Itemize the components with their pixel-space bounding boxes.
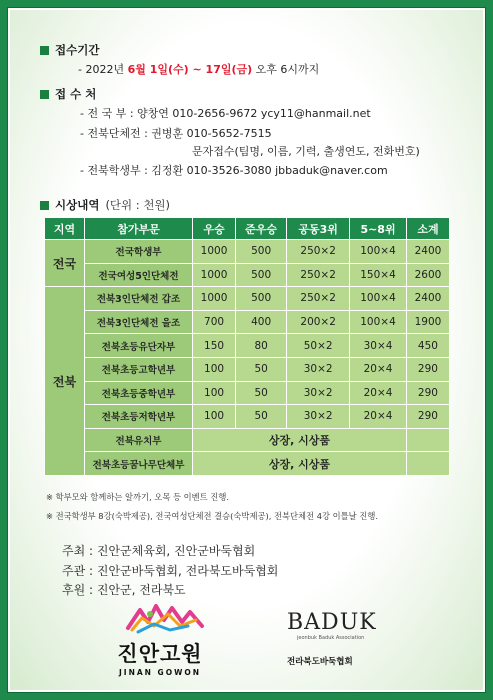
value-cell: 30×4 — [350, 334, 407, 358]
value-cell: 1000 — [193, 287, 236, 311]
value-cell: 250×2 — [287, 263, 350, 287]
category-cell: 전북3인단체전 갑조 — [85, 287, 193, 311]
value-cell: 20×4 — [350, 381, 407, 405]
value-cell: 100 — [193, 381, 236, 405]
value-cell: 290 — [406, 357, 449, 381]
jinan-logo-text: 진안고원 — [117, 642, 203, 666]
jinan-mountain-icon — [110, 600, 230, 634]
category-cell: 전국학생부 — [85, 240, 193, 264]
header-runner-up: 준우승 — [236, 218, 287, 240]
header-winner: 우승 — [193, 218, 236, 240]
category-cell: 전북초등저학년부 — [85, 405, 193, 429]
table-row — [45, 405, 450, 429]
value-cell: 2600 — [406, 263, 449, 287]
note-schedule: ※ 전국학생부 8강(숙박제공), 전국여성단체전 결승(숙박제공), 전북단체전 4강 이틀날 진행. — [46, 511, 378, 521]
table-row — [45, 310, 450, 334]
organizer-host: 주최 : 진안군체육회, 진안군바둑협회 — [62, 544, 256, 558]
organizer-manager: 주관 : 진안군바둑협회, 전라북도바둑협회 — [62, 564, 279, 578]
value-cell: 50 — [236, 405, 287, 429]
value-cell: 500 — [236, 263, 287, 287]
value-cell: 50 — [236, 381, 287, 405]
value-cell: 450 — [406, 334, 449, 358]
value-cell: 400 — [236, 310, 287, 334]
table-row — [45, 240, 450, 264]
value-cell: 30×2 — [287, 357, 350, 381]
value-cell — [406, 452, 449, 476]
header-subtotal: 소계 — [406, 218, 449, 240]
value-cell: 1000 — [193, 263, 236, 287]
bullet-square-icon — [40, 201, 49, 210]
value-cell: 290 — [406, 381, 449, 405]
value-cell: 250×2 — [287, 240, 350, 264]
period-suffix: 오후 6시까지 — [255, 63, 320, 76]
table-row — [45, 357, 450, 381]
merged-prize-cell: 상장, 시상품 — [193, 452, 407, 476]
period-line — [78, 61, 319, 77]
value-cell: 700 — [193, 310, 236, 334]
bullet-square-icon — [40, 46, 49, 55]
value-cell: 250×2 — [287, 287, 350, 311]
value-cell: 20×4 — [350, 405, 407, 429]
reception-heading-text: 접 수 처 — [55, 87, 97, 101]
reception-row-student: - 전북학생부 : 김정환 010-3526-3080 jbbaduk@naver.com — [80, 164, 388, 177]
baduk-logo-name: 전라북도바둑협회 — [287, 657, 353, 667]
value-cell: 2400 — [406, 287, 449, 311]
category-cell: 전국여성5인단체전 — [85, 263, 193, 287]
bullet-square-icon — [40, 90, 49, 99]
baduk-logo-sub: jeonbuk Baduk Association — [297, 635, 365, 641]
category-cell: 전북초등고학년부 — [85, 357, 193, 381]
value-cell: 200×2 — [287, 310, 350, 334]
value-cell: 1000 — [193, 240, 236, 264]
period-heading-text: 접수기간 — [55, 43, 100, 57]
value-cell: 500 — [236, 287, 287, 311]
merged-prize-cell: 상장, 시상품 — [193, 428, 407, 452]
value-cell: 20×4 — [350, 357, 407, 381]
value-cell: 100×4 — [350, 287, 407, 311]
table-row — [45, 452, 450, 476]
value-cell: 500 — [236, 240, 287, 264]
value-cell: 100×4 — [350, 240, 407, 264]
value-cell: 30×2 — [287, 405, 350, 429]
reception-row-national: - 전 국 부 : 양창연 010-2656-9672 ycy11@hanmail.net — [80, 107, 371, 120]
value-cell: 100×4 — [350, 310, 407, 334]
period-prefix: - 2022년 — [78, 63, 125, 76]
category-cell: 전북초등중학년부 — [85, 381, 193, 405]
note-event: ※ 학부모와 함께하는 알까기, 오목 등 이벤트 진행. — [46, 492, 229, 502]
prize-table — [44, 217, 450, 476]
category-cell: 전북초등유단자부 — [85, 334, 193, 358]
value-cell: 150 — [193, 334, 236, 358]
header-fifth-eighth: 5~8위 — [350, 218, 407, 240]
header-region: 지역 — [45, 218, 85, 240]
value-cell: 150×4 — [350, 263, 407, 287]
prize-unit: (단위 : 천원) — [105, 198, 171, 212]
value-cell: 2400 — [406, 240, 449, 264]
category-cell: 전북초등꿈나무단체부 — [85, 452, 193, 476]
table-row — [45, 287, 450, 311]
jinan-logo-sub: JINAN GOWON — [118, 668, 201, 677]
table-row — [45, 428, 450, 452]
reception-row-sms: 문자접수(팀명, 이름, 기력, 출생연도, 전화번호) — [192, 145, 420, 158]
value-cell: 30×2 — [287, 381, 350, 405]
period-dates: 6월 1일(수) ~ 17일(금) — [127, 63, 253, 76]
prize-table-header — [45, 218, 450, 240]
period-heading — [40, 42, 99, 58]
table-row — [45, 381, 450, 405]
reception-heading — [40, 86, 96, 102]
value-cell: 100 — [193, 357, 236, 381]
value-cell: 290 — [406, 405, 449, 429]
prize-heading — [40, 197, 170, 213]
header-third: 공동3위 — [287, 218, 350, 240]
value-cell: 1900 — [406, 310, 449, 334]
value-cell: 80 — [236, 334, 287, 358]
baduk-logo-text: BADUK — [287, 610, 377, 635]
category-cell: 전북유치부 — [85, 428, 193, 452]
prize-heading-text: 시상내역 — [55, 198, 100, 212]
value-cell — [406, 428, 449, 452]
value-cell: 50 — [236, 357, 287, 381]
category-cell: 전북3인단체전 을조 — [85, 310, 193, 334]
value-cell: 100 — [193, 405, 236, 429]
baduk-association-logo — [275, 602, 375, 674]
jinan-gowon-logo — [110, 600, 230, 677]
header-category: 참가부문 — [85, 218, 193, 240]
region-national: 전국 — [45, 240, 85, 287]
value-cell: 50×2 — [287, 334, 350, 358]
table-row — [45, 334, 450, 358]
reception-row-team: - 전북단체전 : 권병훈 010-5652-7515 — [80, 127, 272, 140]
region-jeonbuk: 전북 — [45, 287, 85, 476]
organizer-sponsor: 후원 : 진안군, 전라북도 — [62, 583, 186, 597]
table-row — [45, 263, 450, 287]
